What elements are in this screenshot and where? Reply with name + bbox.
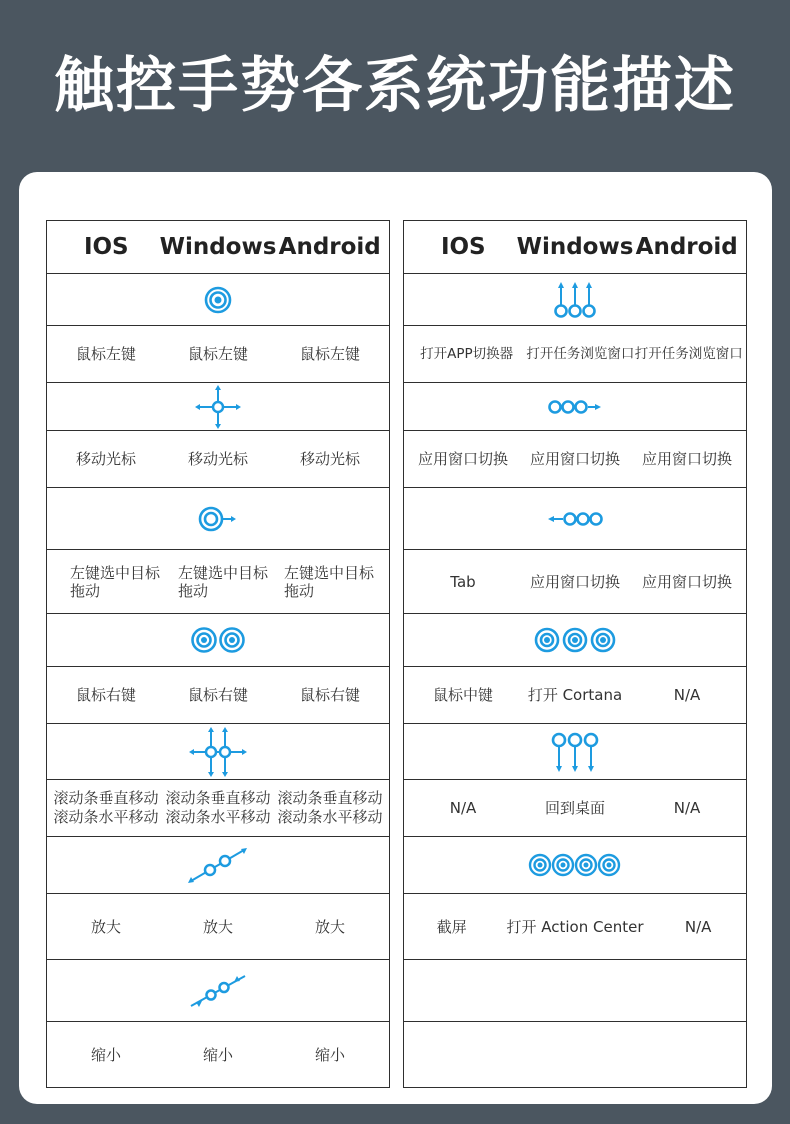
function-cell	[280, 564, 386, 600]
page-title: 触控手势各系统功能描述	[54, 51, 736, 121]
function-cell: 打开 Cortana	[527, 686, 623, 704]
function-cell: 打开任务浏览窗口	[526, 346, 635, 362]
function-cell: N/A	[449, 799, 477, 817]
function-cell	[274, 789, 386, 827]
function-cell-line: 左键选中目标	[178, 563, 269, 582]
function-cell-line: 拖动	[178, 581, 209, 600]
table-row	[404, 894, 747, 960]
gesture-icon-cell	[47, 837, 390, 894]
gesture-icon-cell	[404, 383, 747, 431]
function-cell-line: 滚动条水平移动	[165, 808, 271, 826]
function-cell: 鼠标右键	[299, 686, 360, 704]
table-row	[404, 431, 747, 488]
function-cell-line: 拖动	[284, 581, 315, 600]
function-cell: 放大	[90, 917, 121, 936]
right-gesture-table	[403, 220, 747, 1088]
table-row	[47, 326, 390, 383]
zoom-out-icon	[188, 973, 248, 1009]
function-cell	[172, 564, 280, 600]
table-row	[404, 550, 747, 614]
function-cell-line: 滚动条垂直移动	[53, 789, 159, 807]
function-cell: 应用窗口切换	[641, 572, 732, 591]
three-finger-swipe-right-icon	[548, 399, 602, 415]
function-cell-line: 左键选中目标	[284, 563, 375, 582]
header-ios: IOS	[83, 234, 129, 260]
function-cell	[50, 564, 172, 600]
function-cell: 放大	[202, 917, 233, 936]
zoom-in-icon	[188, 846, 248, 884]
function-cell: 打开APP切换器	[420, 346, 514, 362]
gesture-icon-cell	[47, 960, 390, 1022]
left-gesture-table	[46, 220, 390, 1088]
header-windows: Windows	[516, 234, 634, 260]
header-android: Android	[278, 234, 381, 260]
gesture-icon-cell	[404, 614, 747, 667]
table-row	[47, 667, 390, 724]
empty-row	[404, 960, 747, 1022]
function-cell	[50, 789, 162, 827]
gesture-icon-cell	[47, 274, 390, 326]
gesture-icon-cell	[47, 724, 390, 780]
function-cell: N/A	[673, 799, 701, 817]
function-cell: 应用窗口切换	[529, 572, 620, 591]
function-cell: 鼠标左键	[187, 345, 248, 363]
table-header	[404, 221, 747, 274]
function-cell: 放大	[314, 917, 345, 936]
table-row	[404, 780, 747, 837]
table-header	[47, 221, 390, 274]
content-card	[19, 172, 772, 1104]
function-cell-line: 滚动条垂直移动	[277, 789, 383, 807]
function-cell: 应用窗口切换	[417, 450, 508, 468]
table-row	[47, 894, 390, 960]
function-cell: 应用窗口切换	[529, 450, 620, 468]
gesture-icon-cell	[47, 488, 390, 550]
function-cell: 移动光标	[299, 450, 360, 468]
function-cell: 应用窗口切换	[641, 450, 732, 468]
function-cell: 截屏	[436, 917, 467, 936]
table-row	[47, 550, 390, 614]
gesture-icon-cell	[47, 614, 390, 667]
function-cell: 打开 Action Center	[506, 917, 644, 936]
function-cell: 缩小	[90, 1045, 121, 1064]
function-cell: 缩小	[202, 1045, 233, 1064]
function-cell	[162, 789, 274, 827]
three-finger-swipe-up-icon	[552, 282, 598, 318]
function-cell: 回到桌面	[544, 799, 605, 817]
header-android: Android	[635, 234, 738, 260]
three-finger-swipe-down-icon	[550, 732, 600, 772]
table-row	[47, 1022, 390, 1088]
tap-drag-icon	[198, 504, 238, 534]
function-cell: 鼠标右键	[187, 686, 248, 704]
gesture-icon-cell	[404, 837, 747, 894]
function-cell: 鼠标中键	[432, 686, 493, 704]
function-cell: 缩小	[314, 1045, 345, 1064]
function-cell-line: 滚动条水平移动	[53, 808, 159, 826]
single-tap-icon	[203, 285, 233, 315]
table-row	[47, 780, 390, 837]
gesture-icon-cell	[404, 274, 747, 326]
function-cell: N/A	[673, 686, 701, 704]
function-cell: 打开任务浏览窗口	[634, 346, 743, 362]
two-finger-tap-icon	[190, 626, 246, 654]
two-finger-scroll-icon	[189, 727, 247, 777]
function-cell: 鼠标左键	[75, 345, 136, 363]
function-cell: 移动光标	[187, 450, 248, 468]
function-cell-line: 滚动条垂直移动	[165, 789, 271, 807]
three-finger-tap-icon	[534, 626, 616, 654]
function-cell: N/A	[684, 917, 712, 936]
three-finger-swipe-left-icon	[547, 511, 603, 527]
function-cell-line: 滚动条水平移动	[277, 808, 383, 826]
function-cell: 鼠标右键	[75, 686, 136, 704]
function-cell: 移动光标	[75, 450, 136, 468]
table-row	[47, 431, 390, 488]
gesture-icon-cell	[47, 383, 390, 431]
function-cell-line: 左键选中目标	[70, 563, 161, 582]
four-finger-tap-icon	[528, 852, 622, 878]
gesture-icon-cell	[404, 488, 747, 550]
gesture-icon-cell	[404, 724, 747, 780]
function-cell-line: 拖动	[70, 581, 101, 600]
header-ios: IOS	[440, 234, 486, 260]
function-cell: 鼠标左键	[299, 345, 360, 363]
move-cursor-icon	[195, 385, 241, 429]
empty-row	[404, 1022, 747, 1088]
table-row	[404, 326, 747, 383]
table-row	[404, 667, 747, 724]
function-cell: Tab	[450, 572, 476, 591]
header-windows: Windows	[159, 234, 277, 260]
